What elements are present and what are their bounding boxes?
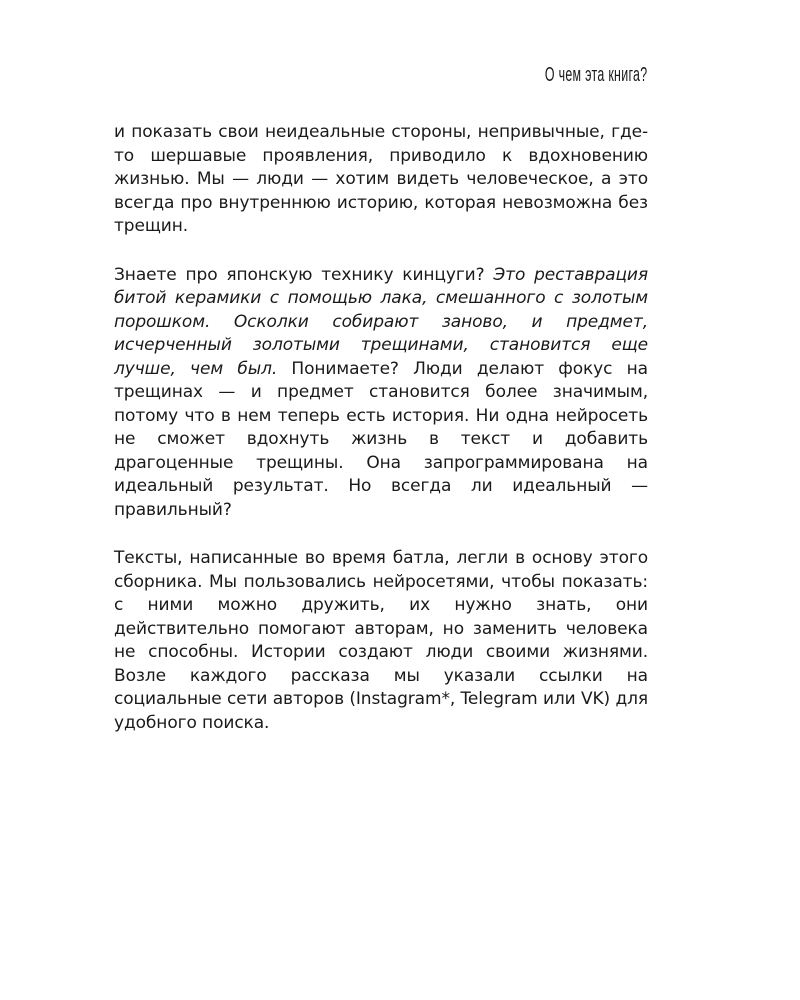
paragraph-2-kintsugi-definition: Это реставрация битой керамики с помощью лака, смешанного с золотым порошком. Осколки собирают заново, и предмет, исчерченный золотыми трещинами, становится еще лучше, чем был.	[114, 264, 648, 379]
paragraph-1-text: и показать свои неидеальные стороны, непривычные, где-то шершавые проявления, приводило к вдохновению жизнью. Мы — люди — хотим видеть человеческое, а это всегда про внутреннюю историю, которая невозможна без трещин.	[114, 122, 648, 236]
paragraph-2	[114, 264, 648, 523]
paragraph-3-text: Тексты, написанные во время батла, легли в основу этого сборника. Мы пользовались нейросетями, чтобы показать: с ними можно дружить, их нужно знать, они действительно помогают авторам, но заменить человека не способны. Истории создают люди своими жизнями. Возле каждого рассказа мы указали ссылки на социальные сети авторов (Instagram*, Telegram или VK) для удобного поиска.	[114, 548, 648, 733]
paragraph-3	[114, 547, 648, 735]
page-body	[114, 121, 648, 735]
running-header: О чем эта книга?	[544, 64, 647, 86]
paragraph-1	[114, 121, 648, 239]
paragraph-2-intro: Знаете про японскую технику кинцуги?	[114, 264, 494, 285]
paragraph-2-conclusion: Понимаете? Люди делают фокус на трещинах — и предмет становится более значимым, потому что в нем теперь есть история. Ни одна нейросеть не сможет вдохнуть жизнь в текст и добавить драгоценные трещины. Она запрограммирована на идеальный результат. Но всегда ли идеальный — правильный?	[114, 358, 648, 520]
